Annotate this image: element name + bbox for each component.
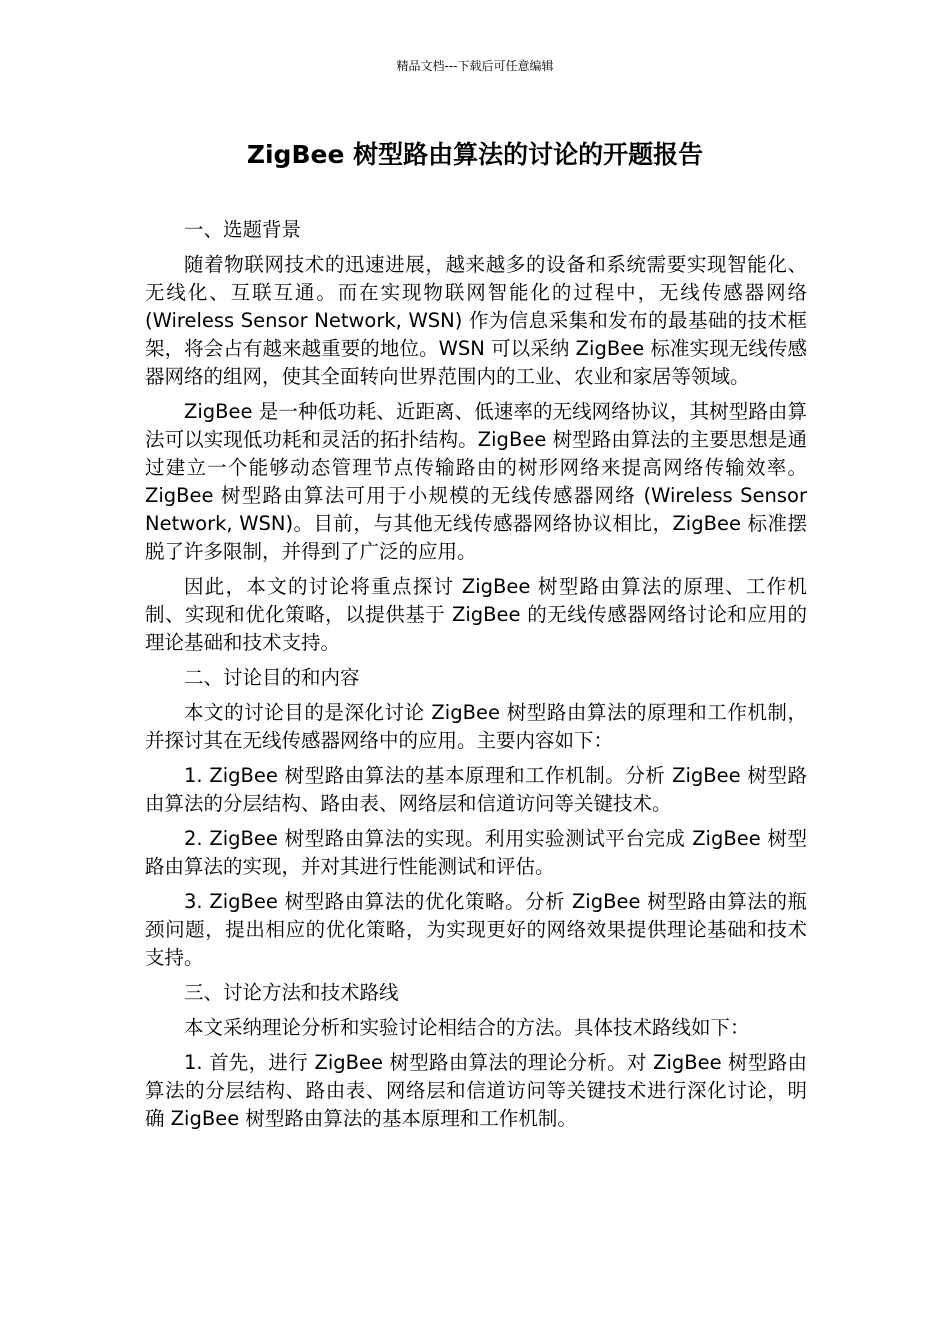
section-heading-purpose: 二、讨论目的和内容	[184, 666, 360, 689]
header-note: 精品文档---下载后可任意编辑	[396, 59, 554, 73]
paragraph-background-1: 随着物联网技术的迅速进展，越来越多的设备和系统需要实现智能化、无线化、互联互通。而在实现物联网智能化的过程中，无线传感器网络 (Wireless Sensor Network, WSN) 作为信息采集和发布的最基础的技术框架，将会占有越来越重要的地位。WSN 可以采纳 ZigBee 标准实现无线传感器网络的组网，使其全面转向世界范围内的工业、农业和家居等领域。	[145, 253, 807, 388]
paragraph-purpose-intro: 本文的讨论目的是深化讨论 ZigBee 树型路由算法的原理和工作机制，并探讨其在无线传感器网络中的应用。主要内容如下：	[145, 701, 807, 752]
section-heading-background: 一、选题背景	[184, 218, 302, 241]
paragraph-background-2: ZigBee 是一种低功耗、近距离、低速率的无线网络协议，其树型路由算法可以实现低功耗和灵活的拓扑结构。ZigBee 树型路由算法的主要思想是通过建立一个能够动态管理节点传输路由的树形网络来提高网络传输效率。ZigBee 树型路由算法可用于小规模的无线传感器网络 (Wireless Sensor Network, WSN)。目前，与其他无线传感器网络协议相比，ZigBee 标准摆脱了许多限制，并得到了广泛的应用。	[145, 400, 807, 563]
document-title: ZigBee 树型路由算法的讨论的开题报告	[246, 140, 704, 169]
list-item-purpose-1: 1. ZigBee 树型路由算法的基本原理和工作机制。分析 ZigBee 树型路由算法的分层结构、路由表、网络层和信道访问等关键技术。	[145, 764, 807, 815]
section-heading-method: 三、讨论方法和技术路线	[184, 981, 399, 1004]
list-item-method-1: 1. 首先，进行 ZigBee 树型路由算法的理论分析。对 ZigBee 树型路由算法的分层结构、路由表、网络层和信道访问等关键技术进行深化讨论，明确 ZigBee 树型路由算法的基本原理和工作机制。	[145, 1051, 807, 1130]
list-item-purpose-3: 3. ZigBee 树型路由算法的优化策略。分析 ZigBee 树型路由算法的瓶颈问题，提出相应的优化策略，为实现更好的网络效果提供理论基础和技术支持。	[145, 890, 807, 969]
paragraph-background-3: 因此，本文的讨论将重点探讨 ZigBee 树型路由算法的原理、工作机制、实现和优化策略，以提供基于 ZigBee 的无线传感器网络讨论和应用的理论基础和技术支持。	[145, 575, 807, 654]
document-body	[145, 216, 807, 1140]
paragraph-method-intro: 本文采纳理论分析和实验讨论相结合的方法。具体技术路线如下：	[184, 1016, 750, 1039]
list-item-purpose-2: 2. ZigBee 树型路由算法的实现。利用实验测试平台完成 ZigBee 树型路由算法的实现，并对其进行性能测试和评估。	[145, 827, 807, 878]
